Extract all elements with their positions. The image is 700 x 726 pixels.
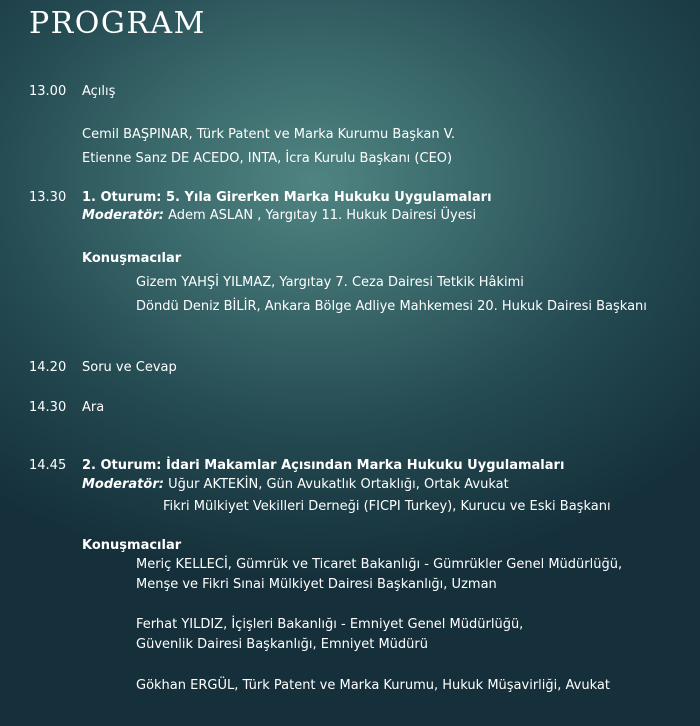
- qa-label: Soru ve Cevap: [82, 360, 177, 375]
- session1-moderator: [82, 208, 476, 224]
- opening-label: Açılış: [82, 84, 116, 99]
- session1-speaker-2: Döndü Deniz BİLİR, Ankara Bölge Adliye Mahkemesi 20. Hukuk Dairesi Başkanı: [136, 299, 647, 314]
- break-time: 14.30: [29, 400, 67, 415]
- moderator-label: Moderatör:: [82, 477, 164, 492]
- page-title: PROGRAM: [29, 6, 206, 41]
- session2-speakers-label: Konuşmacılar: [82, 538, 182, 553]
- session1-title: 1. Oturum: 5. Yıla Girerken Marka Hukuku Uygulamaları: [82, 190, 492, 205]
- opening-time: 13.00: [29, 84, 67, 99]
- session1-speakers-label: Konuşmacılar: [82, 251, 182, 266]
- moderator-name: Adem ASLAN , Yargıtay 11. Hukuk Dairesi Üyesi: [163, 208, 477, 223]
- session2-time: 14.45: [29, 458, 67, 473]
- moderator-name: Uğur AKTEKİN, Gün Avukatlık Ortaklığı, Ortak Avukat: [163, 477, 509, 492]
- session2-speaker-1-line1: Meriç KELLECİ, Gümrük ve Ticaret Bakanlığı - Gümrükler Genel Müdürlüğü,: [136, 557, 623, 572]
- session2-speaker-1-line2: Menşe ve Fikri Sınai Mülkiyet Dairesi Başkanlığı, Uzman: [136, 577, 497, 592]
- break-label: Ara: [82, 400, 105, 415]
- moderator-label: Moderatör:: [82, 208, 164, 223]
- session2-title: 2. Oturum: İdari Makamlar Açısından Marka Hukuku Uygulamaları: [82, 458, 565, 473]
- session1-speaker-1: Gizem YAHŞİ YILMAZ, Yargıtay 7. Ceza Dairesi Tetkik Hâkimi: [136, 275, 524, 290]
- qa-time: 14.20: [29, 360, 67, 375]
- opening-speaker-2: Etienne Sanz DE ACEDO, INTA, İcra Kurulu Başkanı (CEO): [82, 151, 453, 166]
- session2-speaker-2-line2: Güvenlik Dairesi Başkanlığı, Emniyet Müdürü: [136, 637, 428, 652]
- session2-moderator-line2: Fikri Mülkiyet Vekilleri Derneği (FICPI Turkey), Kurucu ve Eski Başkanı: [163, 499, 611, 514]
- session2-speaker-3: Gökhan ERGÜL, Türk Patent ve Marka Kurumu, Hukuk Müşavirliği, Avukat: [136, 678, 610, 693]
- session1-time: 13.30: [29, 190, 67, 205]
- opening-speaker-1: Cemil BAŞPINAR, Türk Patent ve Marka Kurumu Başkan V.: [82, 127, 456, 142]
- session2-speaker-2-line1: Ferhat YILDIZ, İçişleri Bakanlığı - Emniyet Genel Müdürlüğü,: [136, 617, 524, 632]
- session2-moderator: [82, 477, 509, 493]
